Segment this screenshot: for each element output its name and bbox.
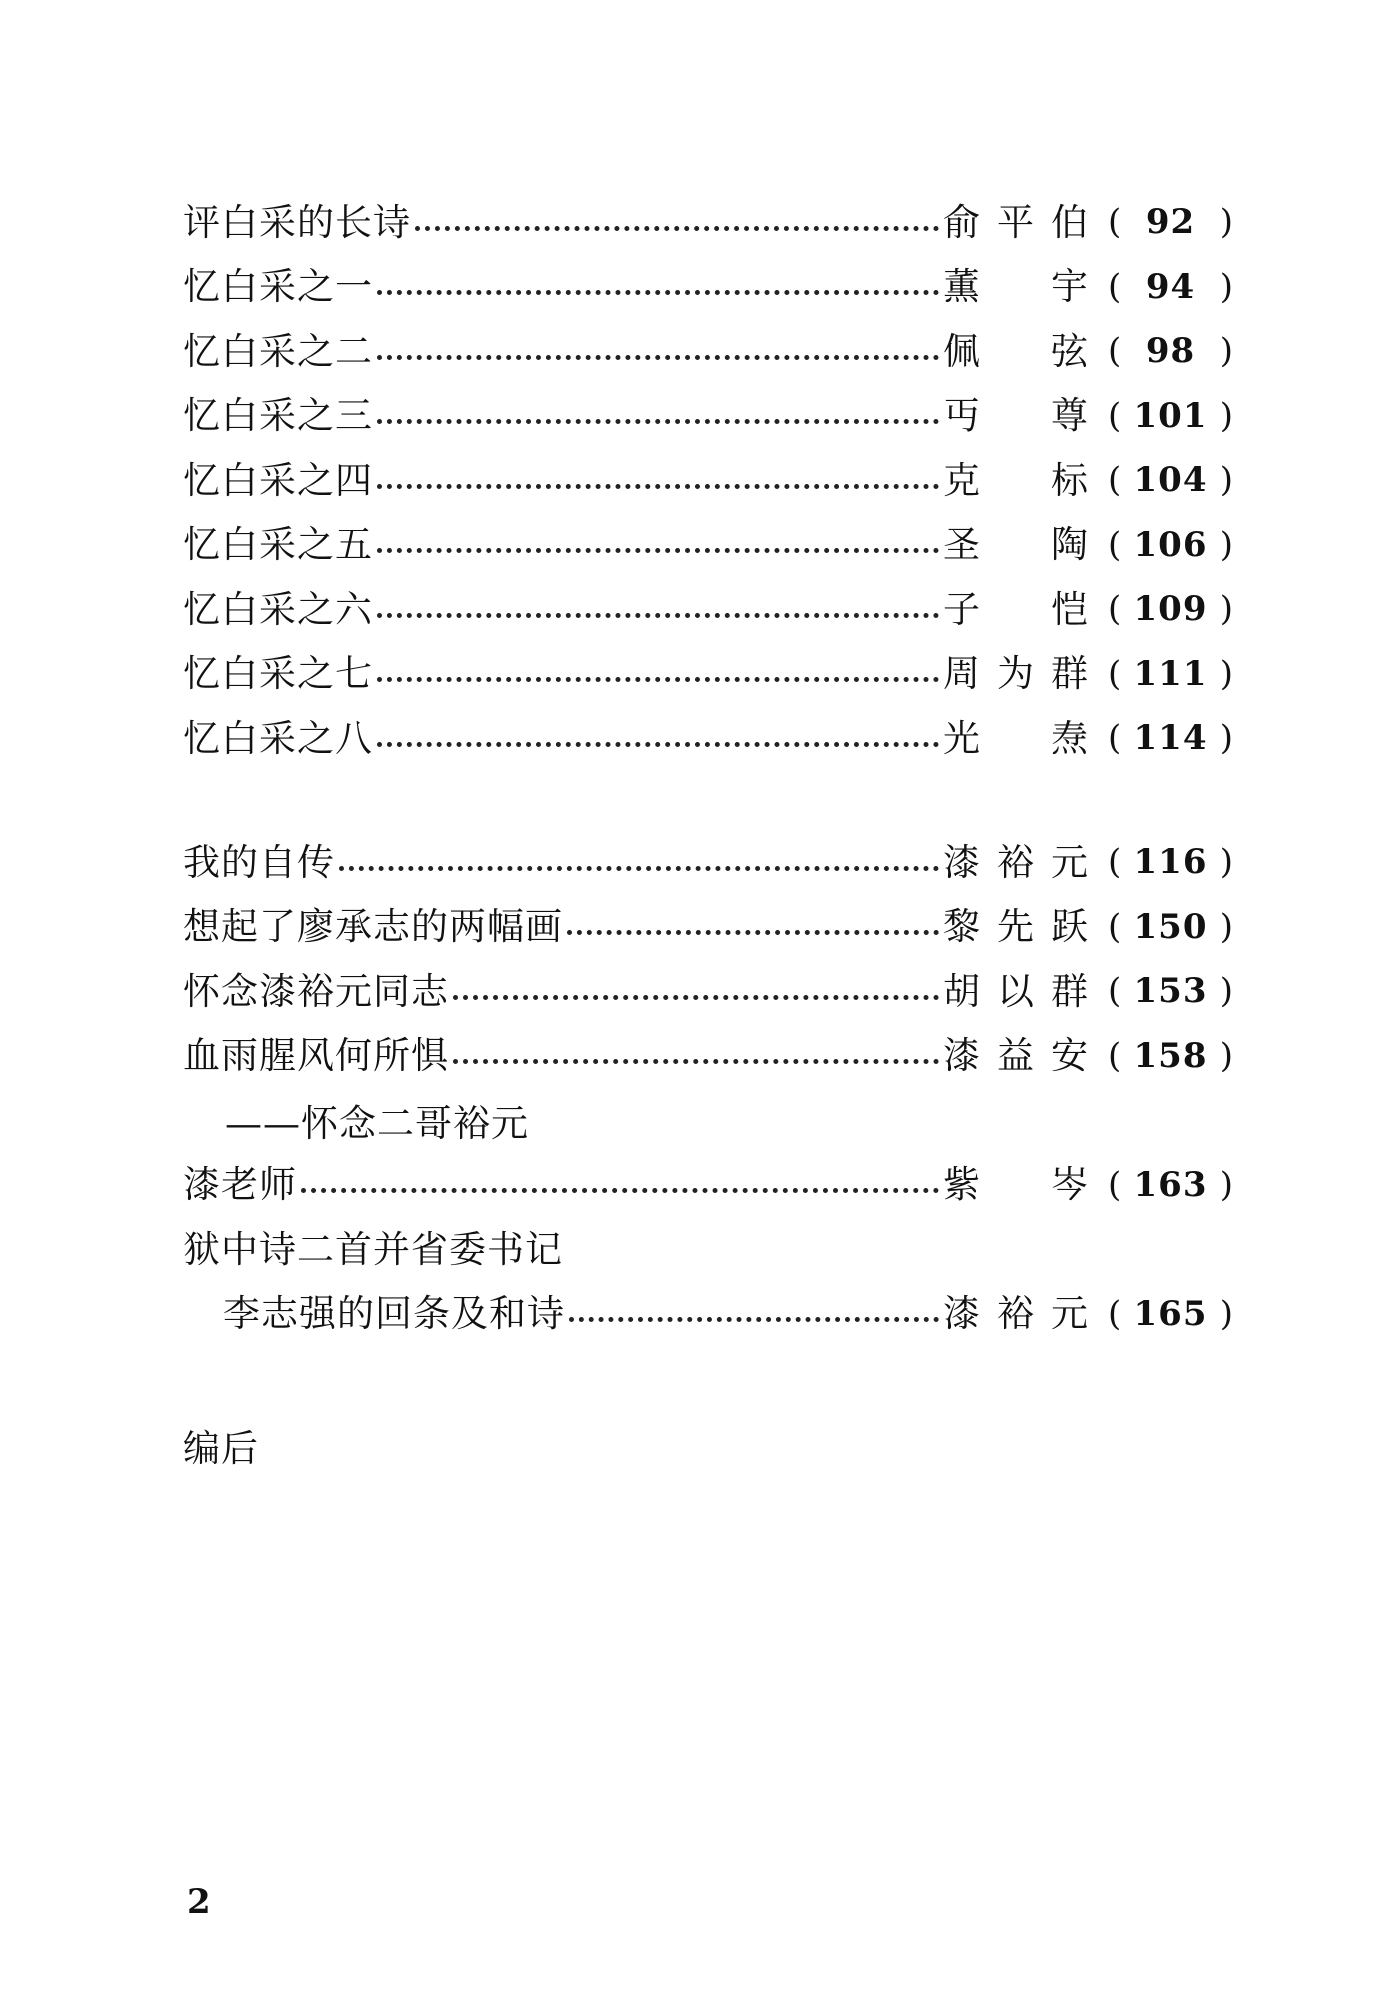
entry-title: 忆白采之一 <box>183 265 373 309</box>
leader-dots <box>377 742 939 747</box>
leader-dots <box>453 1059 939 1064</box>
author-char: 佩 <box>943 329 980 373</box>
author-char: 俞 <box>943 200 980 244</box>
page-number-ref: 111 <box>1133 653 1208 694</box>
page-number-ref: 101 <box>1133 395 1208 436</box>
page-number-ref: 116 <box>1133 842 1208 883</box>
afterword-label: 编后 <box>183 1427 259 1470</box>
entry-title: 忆白采之七 <box>183 652 373 696</box>
toc-section-2 <box>183 830 1233 1346</box>
entry-page: ( 109 ) <box>1108 589 1233 630</box>
subtitle-text: ——怀念二哥裕元 <box>225 1102 529 1146</box>
leader-dots <box>569 1317 939 1322</box>
page-number-ref: 109 <box>1133 589 1208 630</box>
entry-page: ( 101 ) <box>1108 395 1233 436</box>
toc-entry[interactable] <box>183 448 1233 513</box>
entry-author <box>943 587 1088 631</box>
author-char: 弦 <box>1051 329 1088 373</box>
toc-entry[interactable] <box>183 1282 1233 1347</box>
page-number-ref: 106 <box>1133 524 1208 565</box>
author-char: 宇 <box>1051 265 1088 309</box>
entry-author <box>943 1163 1088 1207</box>
author-char: 漆 <box>943 1292 980 1336</box>
entry-subtitle <box>183 1088 1233 1153</box>
leader-dots <box>377 484 939 489</box>
entry-author <box>943 458 1088 502</box>
entry-page: ( 92 ) <box>1108 202 1233 243</box>
author-char: 尊 <box>1051 394 1088 438</box>
toc-entry[interactable] <box>183 1024 1233 1089</box>
entry-title: 怀念漆裕元同志 <box>183 969 449 1013</box>
author-char: 克 <box>943 458 980 502</box>
entry-author <box>943 523 1088 567</box>
author-char: 黎 <box>943 905 980 949</box>
page-number-ref: 150 <box>1133 906 1208 947</box>
author-char: 子 <box>943 587 980 631</box>
entry-title: 李志强的回条及和诗 <box>223 1292 565 1336</box>
toc-entry[interactable] <box>183 642 1233 707</box>
toc-entry[interactable] <box>183 513 1233 578</box>
leader-dots <box>377 290 939 295</box>
author-char: 伯 <box>1051 200 1088 244</box>
entry-title: 血雨腥风何所惧 <box>183 1034 449 1078</box>
toc-entry[interactable] <box>183 190 1233 255</box>
page-number: 2 <box>187 1882 211 1922</box>
author-char: 圣 <box>943 523 980 567</box>
afterword-entry[interactable] <box>183 1418 259 1472</box>
toc-entry[interactable] <box>183 577 1233 642</box>
entry-title: 忆白采之二 <box>183 329 373 373</box>
leader-dots <box>453 995 939 1000</box>
author-char: 益 <box>997 1034 1034 1078</box>
page-number-ref: 163 <box>1133 1164 1208 1205</box>
page-number-ref: 94 <box>1145 266 1196 307</box>
entry-page: ( 116 ) <box>1108 842 1233 883</box>
author-char: 安 <box>1051 1034 1088 1078</box>
page-number-ref: 92 <box>1145 202 1196 243</box>
author-char: 光 <box>943 716 980 760</box>
page-number-ref: 114 <box>1133 718 1208 759</box>
entry-author <box>943 716 1088 760</box>
entry-page: ( 158 ) <box>1108 1035 1233 1076</box>
entry-author <box>943 840 1088 884</box>
leader-dots <box>377 548 939 553</box>
entry-title: 狱中诗二首并省委书记 <box>183 1227 563 1271</box>
author-char: 岑 <box>1051 1163 1088 1207</box>
author-char: 为 <box>997 652 1034 696</box>
entry-author <box>943 652 1088 696</box>
entry-title: 评白采的长诗 <box>183 200 411 244</box>
author-char: 薫 <box>943 265 980 309</box>
entry-author <box>943 265 1088 309</box>
entry-page: ( 106 ) <box>1108 524 1233 565</box>
entry-author <box>943 394 1088 438</box>
toc-entry[interactable] <box>183 706 1233 771</box>
page-number-ref: 98 <box>1145 331 1196 372</box>
entry-page: ( 165 ) <box>1108 1293 1233 1334</box>
entry-page: ( 98 ) <box>1108 331 1233 372</box>
page-number-ref: 165 <box>1133 1293 1208 1334</box>
page-number-ref: 153 <box>1133 971 1208 1012</box>
leader-dots <box>377 419 939 424</box>
toc-entry-heading <box>183 1217 1233 1282</box>
leader-dots <box>377 613 939 618</box>
entry-title: 我的自传 <box>183 840 335 884</box>
author-char: 元 <box>1051 1292 1088 1336</box>
author-char: 跃 <box>1051 905 1088 949</box>
entry-title: 忆白采之五 <box>183 523 373 567</box>
toc-entry[interactable] <box>183 959 1233 1024</box>
entry-page: ( 114 ) <box>1108 718 1233 759</box>
toc-entry[interactable] <box>183 319 1233 384</box>
entry-author <box>943 905 1088 949</box>
entry-author <box>943 1292 1088 1336</box>
leader-dots <box>377 355 939 360</box>
author-char: 紫 <box>943 1163 980 1207</box>
author-char: 丏 <box>943 394 980 438</box>
page-number-ref: 104 <box>1133 460 1208 501</box>
entry-page: ( 153 ) <box>1108 971 1233 1012</box>
entry-title: 忆白采之三 <box>183 394 373 438</box>
toc-entry[interactable] <box>183 1153 1233 1218</box>
leader-dots <box>567 930 939 935</box>
leader-dots <box>377 677 939 682</box>
entry-title: 漆老师 <box>183 1163 297 1207</box>
author-char: 标 <box>1051 458 1088 502</box>
entry-page: ( 150 ) <box>1108 906 1233 947</box>
toc-section-1 <box>183 190 1233 771</box>
toc-entry[interactable] <box>183 895 1233 960</box>
author-char: 群 <box>1051 969 1088 1013</box>
author-char: 恺 <box>1051 587 1088 631</box>
author-char: 先 <box>997 905 1034 949</box>
leader-dots <box>339 866 939 871</box>
page-number-ref: 158 <box>1133 1035 1208 1076</box>
author-char: 胡 <box>943 969 980 1013</box>
entry-author <box>943 1034 1088 1078</box>
entry-author <box>943 329 1088 373</box>
author-char: 周 <box>943 652 980 696</box>
entry-page: ( 111 ) <box>1108 653 1233 694</box>
entry-title: 忆白采之六 <box>183 587 373 631</box>
entry-title: 忆白采之八 <box>183 716 373 760</box>
leader-dots <box>415 226 939 231</box>
author-char: 漆 <box>943 840 980 884</box>
entry-title: 想起了廖承志的两幅画 <box>183 905 563 949</box>
author-char: 裕 <box>997 1292 1034 1336</box>
toc-entry[interactable] <box>183 384 1233 449</box>
leader-dots <box>301 1188 939 1193</box>
author-char: 元 <box>1051 840 1088 884</box>
entry-author <box>943 969 1088 1013</box>
author-char: 裕 <box>997 840 1034 884</box>
author-char: 以 <box>997 969 1034 1013</box>
author-char: 陶 <box>1051 523 1088 567</box>
entry-page: ( 94 ) <box>1108 266 1233 307</box>
entry-title: 忆白采之四 <box>183 458 373 502</box>
author-char: 焘 <box>1051 716 1088 760</box>
entry-page: ( 104 ) <box>1108 460 1233 501</box>
author-char: 平 <box>997 200 1034 244</box>
author-char: 群 <box>1051 652 1088 696</box>
entry-page: ( 163 ) <box>1108 1164 1233 1205</box>
entry-author <box>943 200 1088 244</box>
toc-entry[interactable] <box>183 255 1233 320</box>
toc-entry[interactable] <box>183 830 1233 895</box>
author-char: 漆 <box>943 1034 980 1078</box>
